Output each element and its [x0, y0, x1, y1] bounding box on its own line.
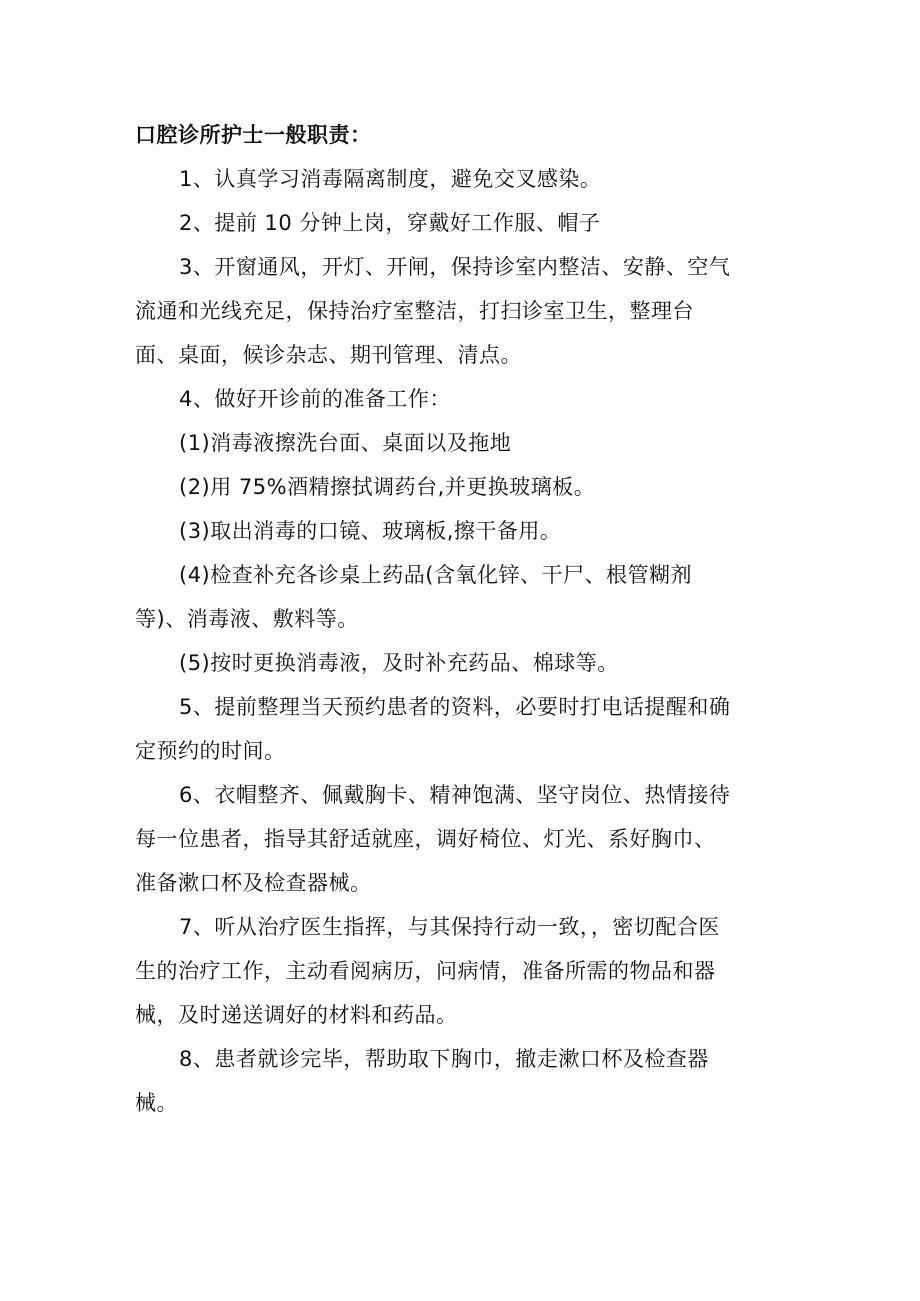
paragraph-line: (2)用 75%酒精擦拭调药台,并更换玻璃板。 [179, 475, 596, 499]
paragraph-line: 3、开窗通风，开灯、开闸，保持诊室内整洁、安静、空气 [179, 255, 731, 279]
duty-paragraph-3 [135, 245, 780, 377]
paragraph-line: 面、桌面，候诊杂志、期刊管理、清点。 [135, 343, 522, 367]
paragraph-line: 2、提前 10 分钟上岗，穿戴好工作服、帽子 [179, 211, 601, 235]
paragraph-line: 每一位患者，指导其舒适就座，调好椅位、灯光、系好胸巾、 [135, 827, 716, 851]
sub-item-4 [135, 553, 780, 641]
paragraph-line: 1、认真学习消毒隔离制度，避免交叉感染。 [179, 167, 602, 191]
duty-paragraph-6 [135, 773, 780, 905]
sub-item-3 [135, 509, 780, 553]
paragraph-line: 生的治疗工作，主动看阅病历，问病情，准备所需的物品和器 [135, 959, 716, 983]
duty-paragraph-5 [135, 685, 780, 773]
paragraph-line: 流通和光线充足，保持治疗室整洁，打扫诊室卫生，整理台 [135, 299, 694, 323]
document-body [135, 113, 780, 1125]
duty-paragraph-7 [135, 905, 780, 1037]
paragraph-line: 5、提前整理当天预约患者的资料，必要时打电话提醒和确 [179, 695, 731, 719]
duty-paragraph-1 [135, 157, 780, 201]
paragraph-line: (1)消毒液擦洗台面、桌面以及拖地 [179, 431, 512, 455]
paragraph-line: 4、做好开诊前的准备工作： [179, 387, 451, 411]
paragraph-line: 械。 [135, 1091, 178, 1115]
paragraph-line: 8、患者就诊完毕，帮助取下胸巾，撤走漱口杯及检查器 [179, 1047, 709, 1071]
paragraph-line: 等)、消毒液、敷料等。 [135, 607, 359, 631]
paragraph-line: (5)按时更换消毒液，及时补充药品、棉球等。 [179, 651, 619, 675]
duty-paragraph-2 [135, 201, 780, 245]
duty-paragraph-4 [135, 377, 780, 421]
duty-paragraph-8 [135, 1037, 780, 1125]
paragraph-line: (4)检查补充各诊桌上药品(含氧化锌、干尸、根管糊剂 [179, 563, 692, 587]
paragraph-line: 准备漱口杯及检查器械。 [135, 871, 372, 895]
document-title: 口腔诊所护士一般职责： [135, 123, 372, 147]
sub-item-5 [135, 641, 780, 685]
paragraph-line: (3)取出消毒的口镜、玻璃板,擦干备用。 [179, 519, 562, 543]
sub-item-2 [135, 465, 780, 509]
sub-item-1 [135, 421, 780, 465]
paragraph-line: 械，及时递送调好的材料和药品。 [135, 1003, 458, 1027]
paragraph-line: 7、听从治疗医生指挥，与其保持行动一致，，密切配合医 [179, 915, 720, 939]
paragraph-line: 6、衣帽整齐、佩戴胸卡、精神饱满、坚守岗位、热情接待 [179, 783, 731, 807]
paragraph-line: 定预约的时间。 [135, 739, 286, 763]
